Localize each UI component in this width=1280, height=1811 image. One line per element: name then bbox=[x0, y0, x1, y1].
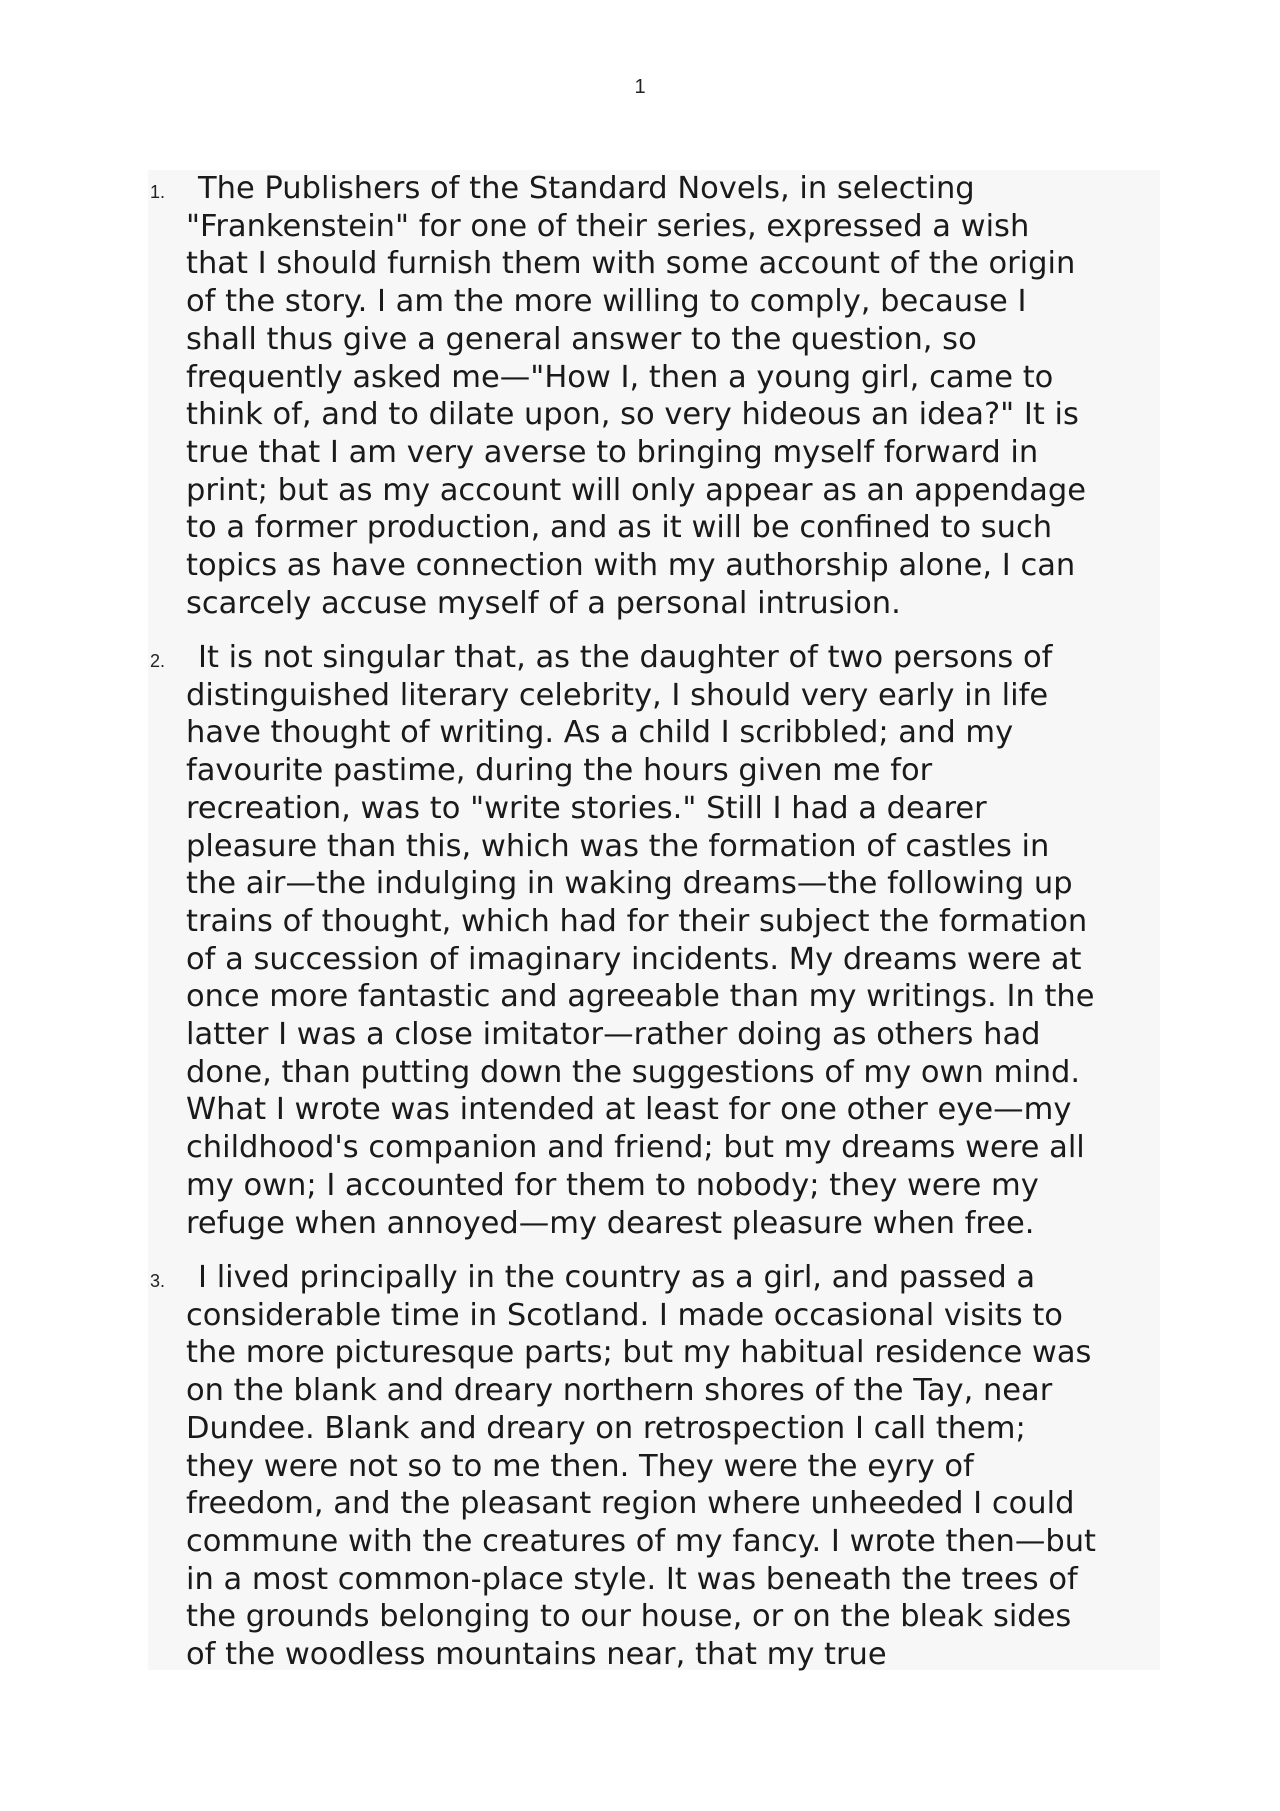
list-item bbox=[148, 1259, 1160, 1674]
paragraph-text: The Publishers of the Standard Novels, in selecting "Frankenstein" for one of their series, expressed a wish that I should furnish them with some account of the origin of the story. I am the more willing to comply, because I shall thus give a general answer to the question, so frequently asked me—"How I, then a young girl, came to think of, and to dilate upon, so very hideous an idea?" It is true that I am very averse to bringing myself forward in print; but as my account will only appear as an appendage to a former production, and as it will be confined to such topics as have connection with my authorship alone, I can scarcely accuse myself of a personal intrusion. bbox=[186, 171, 1086, 621]
paragraph-text: I lived principally in the country as a girl, and passed a considerable time in Scotland. I made occasional visits to the more picturesque parts; but my habitual residence was on the blank and dreary northern shores of the Tay, near Dundee. Blank and dreary on retrospection I call them; they were not so to me then. They were the eyry of freedom, and the pleasant region where unheeded I could commune with the creatures of my fancy. I wrote then—but in a most common-place style. It was beneath the trees of the grounds belonging to our house, or on the bleak sides of the woodless mountains near, that my true bbox=[186, 1260, 1097, 1673]
list-item-number: 2. bbox=[150, 651, 166, 671]
list-item-number: 3. bbox=[150, 1271, 166, 1291]
list-item bbox=[148, 639, 1160, 1242]
document-body bbox=[148, 170, 1160, 1673]
paragraph-text: It is not singular that, as the daughter of two persons of distinguished literary celebrity, I should very early in life have thought of writing. As a child I scribbled; and my favourite pastime, during the hours given me for recreation, was to "write stories." Still I had a dearer pleasure than this, which was the formation of castles in the air—the indulging in waking dreams—the following up trains of thought, which had for their subject the formation of a succession of imaginary incidents. My dreams were at once more fantastic and agreeable than my writings. In the latter I was a close imitator—rather doing as others had done, than putting down the suggestions of my own mind. What I wrote was intended at least for one other eye—my childhood's companion and friend; but my dreams were all my own; I accounted for them to nobody; they were my refuge when annoyed—my dearest pleasure when free. bbox=[186, 640, 1095, 1241]
page-number: 1 bbox=[634, 76, 646, 98]
list-item bbox=[148, 170, 1160, 622]
list-item-number: 1. bbox=[150, 182, 166, 202]
